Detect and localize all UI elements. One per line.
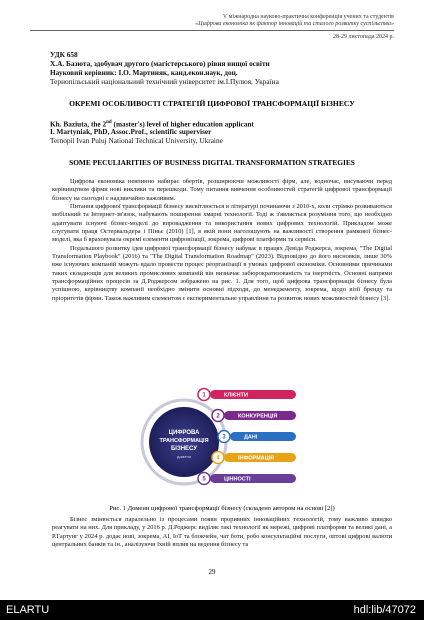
figure-domain-label: КОНКУРЕНЦІЯ xyxy=(238,413,278,420)
figure-domain-label: КЛІЄНТИ xyxy=(224,392,248,399)
figure-domain-number: 1 xyxy=(202,392,206,399)
body-text xyxy=(52,178,392,303)
figure-domain-item xyxy=(218,431,296,443)
figure-domain-item xyxy=(198,389,296,401)
paragraph-4: Бізнес змінюється паралельно із процесами появи проривних інноваційних технологій, тому важливо швидко реагувати на них. Для прикладу, у 2016 р. Д.Роджерс виділяє такі технології як мережі, цифрові платформи та великі дані, а Р.Гартунг у 2024 р. додає нові, зокрема, АІ, ІоТ та блокчейн, чат боти, робо консультаційні послуги, оптові цифрові валюти центральних банків та ін., аналізуючи їхній вплив на ведення бізнесу та xyxy=(52,516,392,549)
udc-code: УДК 658 xyxy=(50,50,78,59)
university-en: Ternopil Ivan Puluj National Technical University, Ukraine xyxy=(50,136,223,145)
author-ua: Х.А. Базюта, здобувач другого (магістерського) рівня вищої освіти xyxy=(50,59,270,68)
author-en: Kh. Baziuta, the 2nd (master's) level of higher education applicant xyxy=(50,119,254,129)
figure-domain-number: 4 xyxy=(216,455,220,462)
figure-domain-bar xyxy=(210,390,296,399)
figure-domain-label: ДАНІ xyxy=(244,434,258,441)
figure-domain-number: 2 xyxy=(216,413,220,420)
university-ua: Тернопільський національний технічний університет ім.І.Пулюя, Україна xyxy=(50,77,279,86)
figure-domain-bar xyxy=(230,432,296,441)
handle-identifier: hdl:lib/47072 xyxy=(353,604,416,616)
figure-domain-label: ЦІННОСТІ xyxy=(224,476,251,483)
paragraph-2: Питання цифрової трансформації бізнесу висвітлюється в літературі починаючи з 2010-х, коли стрімко розвиваються мобільний та Інтернет-зв'язок, набувають поширення хмарні технології. Тоді ж з'являється розуміння того, що необхідно адаптувати існуючі бізнес-моделі до впровадження та використання нових цифрових технологій. Прикладом може слугувати праця Остервальдера і Піньє (2010) [1], в якій вони наголошують на важливості створення рамкової бізнес-моделі, яка б враховувала окремі елементи цифровізації, зокрема, цифрові платформи та сервіси. xyxy=(52,203,392,244)
supervisor-en: I. Martyniak, PhD, Assoc.Prof., scientific superviser xyxy=(50,127,212,136)
figure-domain-label: ІНФОРМАЦІЯ xyxy=(238,455,275,462)
figure-center-line2: ТРАНСФОРМАЦІЯ xyxy=(159,438,209,444)
header-rule xyxy=(30,30,394,31)
conference-date: 28-29 листопада 2024 р. xyxy=(333,34,394,40)
figure-center-line4: домени xyxy=(177,454,191,459)
supervisor-ua: Науковий керівник: І.О. Мартиняк, канд.екон.наук, доц. xyxy=(50,68,238,77)
figure-center-line3: БІЗНЕСУ xyxy=(170,446,198,452)
title-en: SOME PECULIARITIES OF BUSINESS DIGITAL TRANSFORMATION STRATEGIES xyxy=(69,158,355,167)
figure-digital-transformation-domains xyxy=(140,384,300,500)
figure-caption: Рис. 1 Домени цифрової трансформації бізнесу (складено автором на основі [2]) xyxy=(109,505,335,512)
body-text-continued xyxy=(52,516,392,549)
repository-name: ELARTU xyxy=(6,604,50,616)
conference-header-line2: «Цифрова економіка як фактор інновацій та сталого розвитку суспільства» xyxy=(195,21,394,27)
figure-domain-item xyxy=(212,410,296,422)
figure-center-line1: ЦИФРОВА xyxy=(168,430,200,436)
viewer-footer-bar xyxy=(0,600,424,620)
figure-domain-number: 3 xyxy=(222,434,226,441)
paragraph-1: Цифрова економіка невпинно набирає обертів, розширюючи можливості фірм, але, водночас, висуваючи перед керівництвом фірми нові виклики та перешкоди. Тому питання вивчення особливостей стратегій цифрової трансформації бізнесу на сьогодні є надзвичайно важливим. xyxy=(52,178,392,202)
figure-domain-number: 5 xyxy=(202,476,206,483)
figure-domain-bar xyxy=(210,474,296,483)
conference-header-line1: V міжнародна науково-практична конференція учених та студентів xyxy=(222,14,394,20)
title-ua: ОКРЕМІ ОСОБЛИВОСТІ СТРАТЕГІЙ ЦИФРОВОЇ ТРАНСФОРМАЦІЇ БІЗНЕСУ xyxy=(69,99,355,108)
paragraph-3: Подальшого розвитку ідея цифрової трансформації бізнесу набуває в працях Девіда Роджерса, зокрема, "The Digital Transformation Playbook" (2016) та "The Digital Transformation Roadmap" (2023). Відповідно до його висновків, лише 30% вже існуючих компаній можуть вдало провести процес реорганізації в умовах цифрової економіки. Основними причинами таких складнощів для великих промислових компаній він визначає забюрократизованість та інертність. Основні напрями трансформаційних процесів за Д.Роджерсом зображено на рис. 1. Для того, щоб цифрова трансформація бізнесу була успішною, керівництву компанії необхідно змінити основні підходи, до менеджменту, зокрема, щодо візії бренду та пріоритетів фірми. Також важливим елементом є експериментальне управління та розвиток нових можливостей бізнесу [3]. xyxy=(52,244,392,302)
page-number: 29 xyxy=(208,568,216,576)
